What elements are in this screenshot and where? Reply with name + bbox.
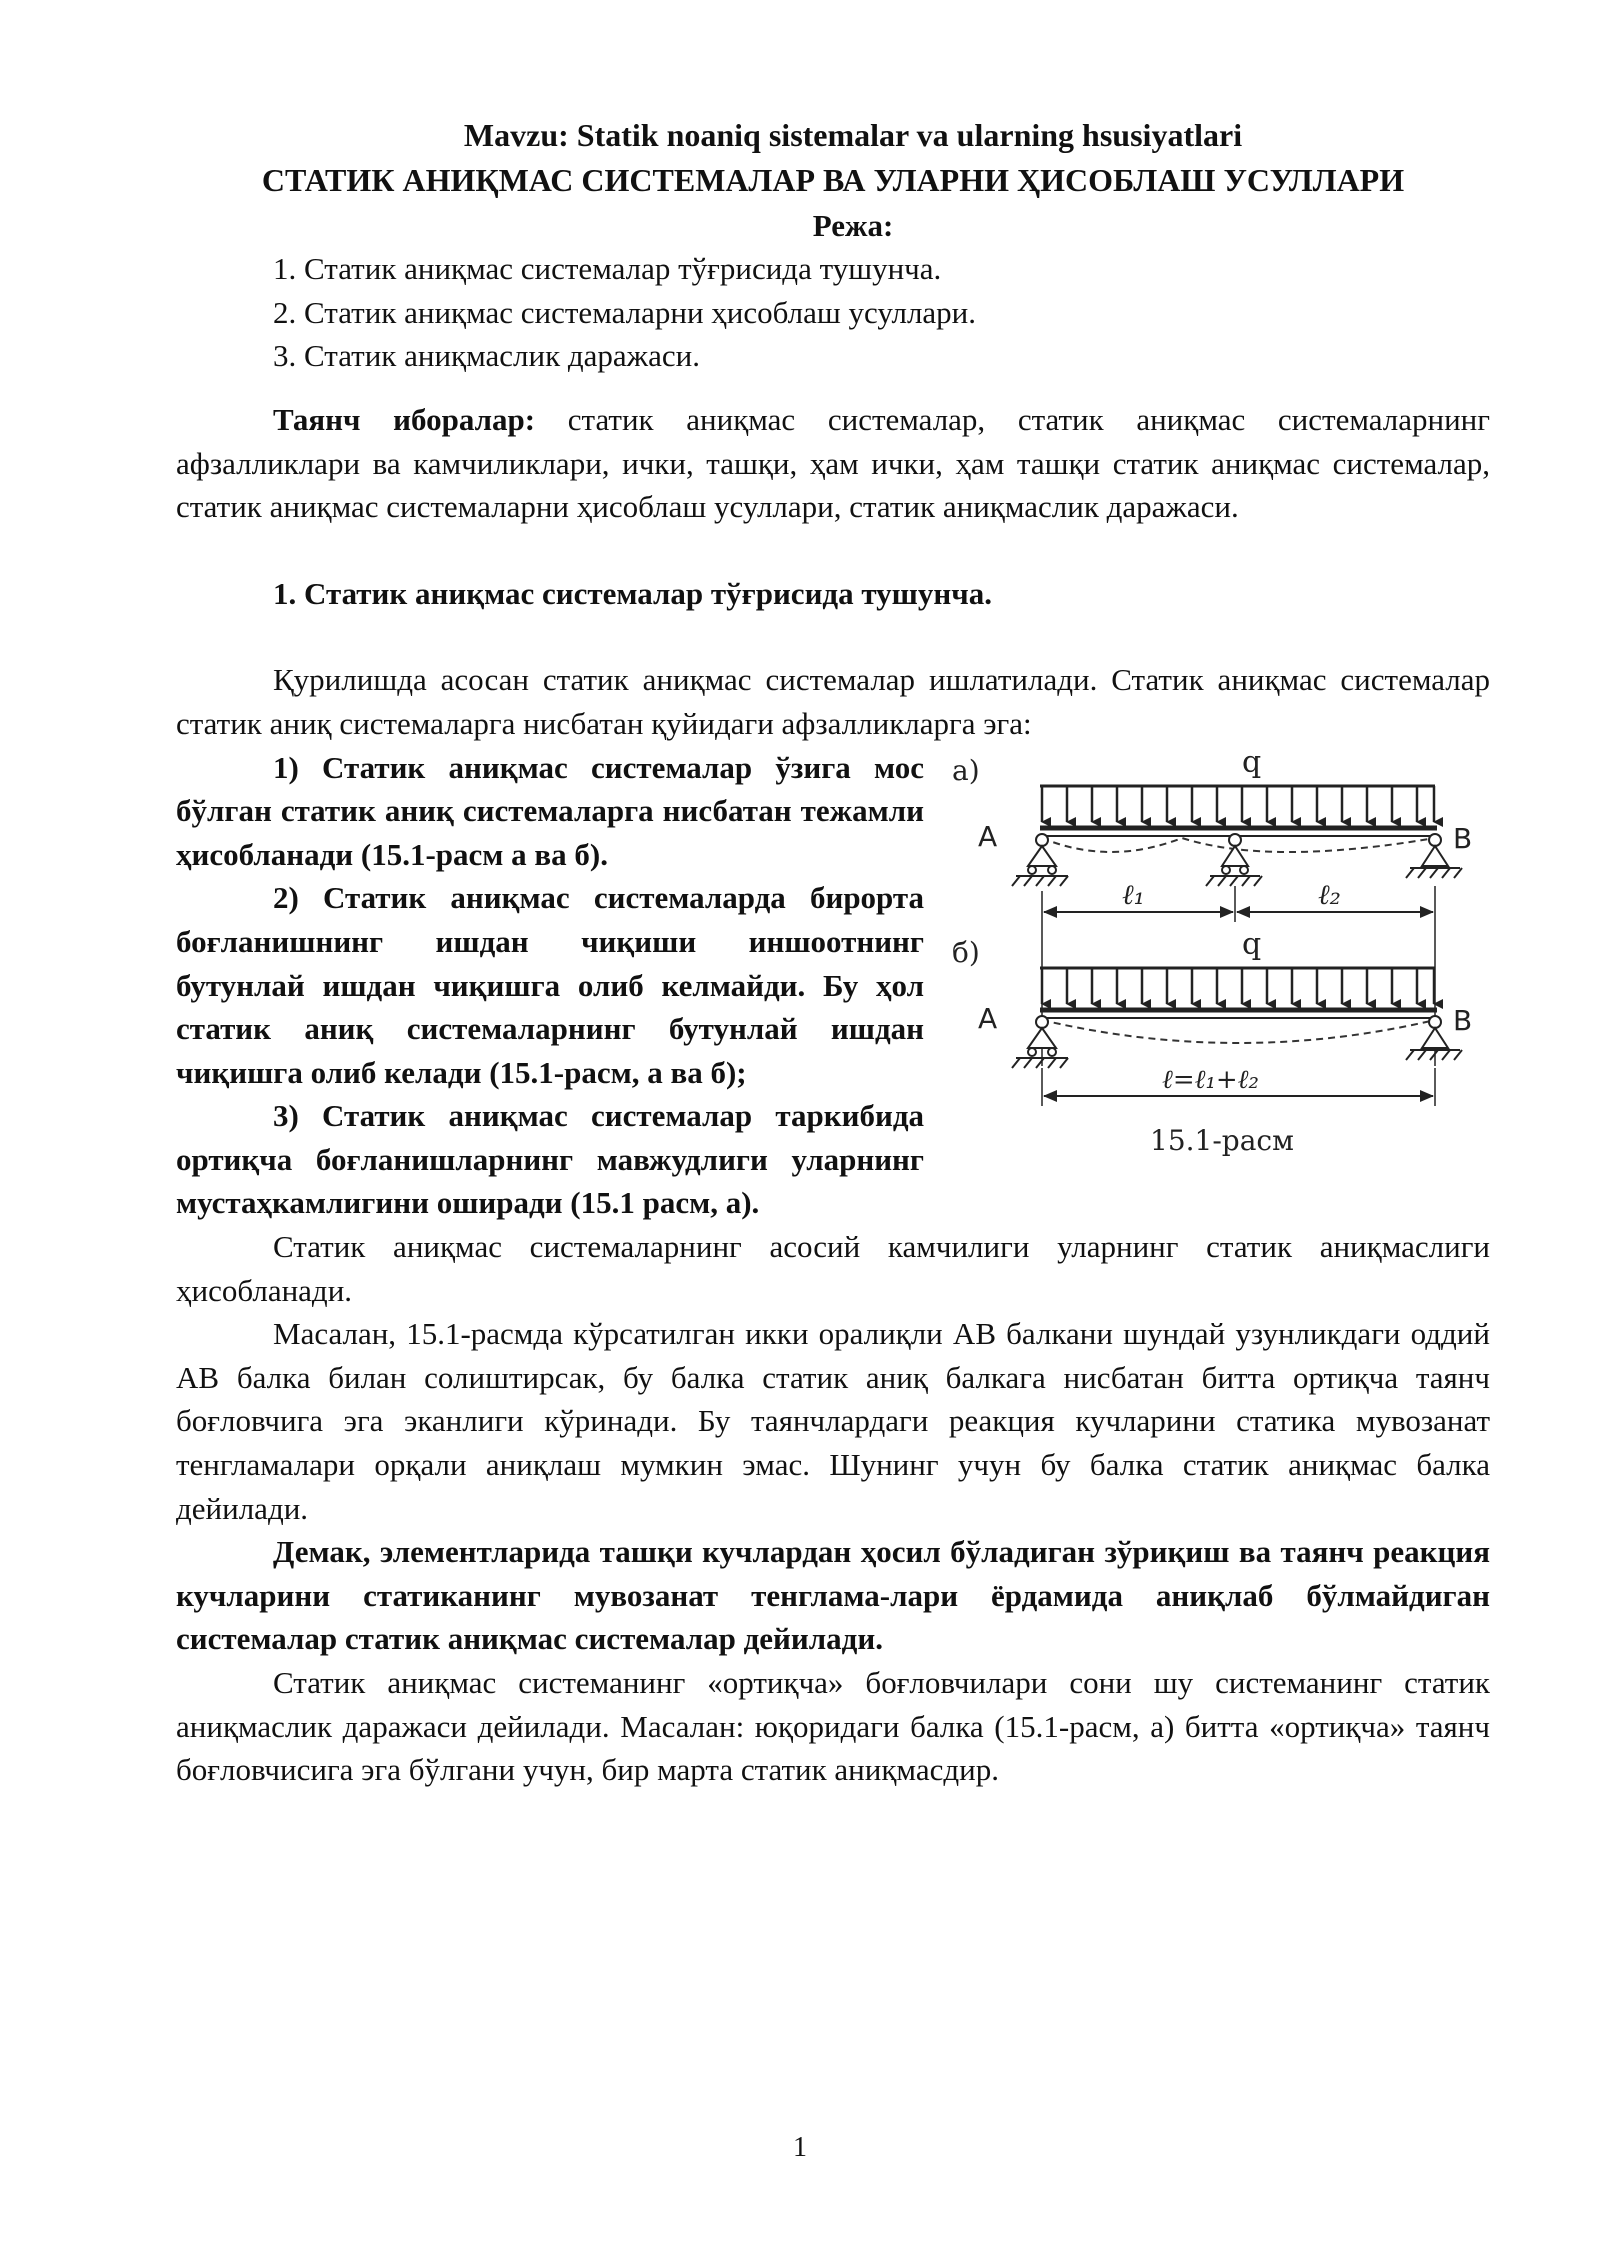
degree-paragraph: Статик аниқмас системанинг «ортиқча» боғловчилари сони шу системанинг статик аниқмаслик даражаси дейилади. Масалан: юқоридаги балка (15.1-расм, а) битта «ортиқча» таянч боғловчисига эга бўлгани учун, бир марта статик аниқмасдир. — [176, 1665, 1490, 1788]
beam-b — [1040, 1010, 1437, 1043]
advantages-block — [176, 746, 1490, 1226]
load-label-b: q — [1242, 926, 1262, 962]
section-heading: 1. Статик аниқмас системалар тўғрисида тушунча. — [273, 575, 992, 611]
span-total-label: ℓ=ℓ₁+ℓ₂ — [1162, 1064, 1259, 1095]
label-a: а) — [952, 753, 980, 787]
plan-item: 3. Статик аниқмаслик даражаси. — [273, 338, 700, 374]
support-label-b-left: A — [978, 1001, 998, 1035]
beam-diagram — [950, 746, 1490, 1166]
topic-line: Mavzu: Statik noaniq sistemalar va ularning hsusiyatlari — [463, 117, 1243, 153]
keywords-label: Таянч иборалар: — [273, 401, 536, 437]
span2-label: ℓ₂ — [1318, 877, 1341, 911]
advantage-item: 3) Статик аниқмас системалар таркибида ортиқча боғланишларнинг мавжудлиги уларнинг мустаҳкамлигини оширади (15.1 расм, а). — [176, 1098, 924, 1221]
support-label-b-right: B — [1453, 1003, 1473, 1037]
page-title: СТАТИК АНИҚМАС СИСТЕМАЛАР ВА УЛАРНИ ҲИСОБЛАШ УСУЛЛАРИ — [261, 161, 1405, 198]
plan-item: 1. Статик аниқмас системалар тўғрисида тушунча. — [273, 251, 942, 287]
example-paragraph: Масалан, 15.1-расмда кўрсатилган икки оралиқли АВ балкани шундай узунликдаги оддий АВ балка билан солиштирсак, бу балка статик аниқ балкага нисбатан битта ортиқча таянч боғловчига эга эканлиги кўринади. Бу таянчлардаги реакция кучларини статика мувозанат тенгламалари орқали аниқлаш мумкин эмас. Шунинг учун бу балка статик аниқмас балка дейилади. — [176, 1316, 1490, 1526]
distributed-load-b — [1040, 968, 1435, 1004]
beam-figure — [950, 746, 1490, 1166]
plan-item: 2. Статик аниқмас системаларни ҳисоблаш усуллари. — [273, 294, 977, 330]
supports-a — [1012, 834, 1462, 886]
load-label-a: q — [1242, 745, 1262, 780]
advantage-item: 2) Статик аниқмас системаларда бирорта боғланишнинг ишдан чиқиши иншоотнинг бутунлай ишдан чиқишга олиб келмайди. Бу ҳол статик аниқ системаларнинг бутунлай ишдан чиқишга олиб келади (15.1-расм, а ва б); — [176, 880, 924, 1090]
keywords-paragraph — [176, 398, 1490, 529]
intro-paragraph: Қурилишда асосан статик аниқмас системалар ишлатилади. Статик аниқмас системалар статик аниқ системаларга нисбатан қуйидаги афзалликларга эга: — [176, 662, 1490, 741]
span1-label: ℓ₁ — [1122, 877, 1145, 911]
advantage-item: 1) Статик аниқмас системалар ўзига мос бўлган статик аниқ системаларга нисбатан тежамли ҳисобланади (15.1-расм а ва б). — [176, 749, 924, 872]
page-number: 1 — [793, 2132, 807, 2163]
keywords-text: статик аниқмас системалар, статик аниқмас системаларнинг афзалликлари ва камчиликлари, ички, ташқи, ҳам ички, ҳам ташқи статик аниқмас системалар, статик аниқмас системаларни ҳисоблаш усуллари, статик аниқмаслик даражаси. — [176, 401, 1490, 525]
definition-paragraph: Демак, элементларида ташқи кучлардан ҳосил бўладиган зўриқиш ва таянч реакция кучларини статиканинг мувозанат тенглама-лари ёрдамида аниқлаб бўлмайдиган системалар статик аниқмас системалар дейилади. — [176, 1534, 1490, 1657]
figure-caption: 15.1-расм — [1150, 1123, 1294, 1157]
distributed-load-a — [1040, 786, 1435, 822]
dimension-a — [1042, 886, 1435, 1066]
label-b: б) — [952, 935, 980, 969]
support-label-a-left: A — [978, 819, 998, 853]
plan-heading: Режа: — [812, 207, 894, 243]
support-label-a-right: B — [1453, 821, 1473, 855]
disadvantage-paragraph: Статик аниқмас системаларнинг асосий камчилиги уларнинг статик аниқмаслиги ҳисобланади. — [176, 1229, 1490, 1308]
